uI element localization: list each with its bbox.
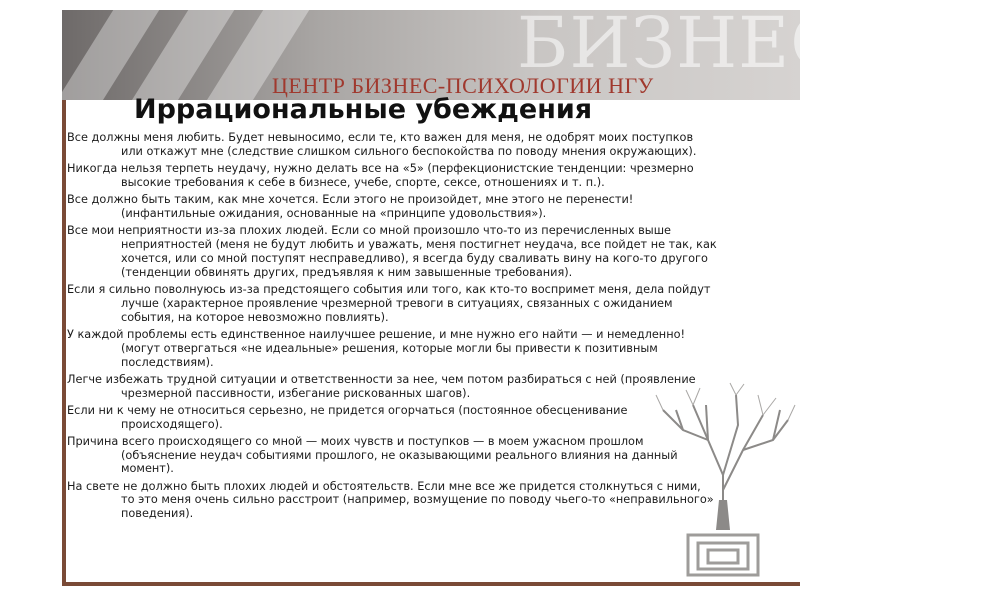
belief-item: Все мои неприятности из-за плохих людей. Если со мной произошло что-то из перечисленных выше неприятностей (меня не будут любить и уважать, меня постигнет неудача, все пойдет не так, как хочется, или со мной поступят несправедливо), я всегда буду сваливать вину на кого-то другого (тенденции обвинять других, предъявляя к ним завышенные требования). xyxy=(67,224,717,279)
belief-item: Легче избежать трудной ситуации и ответственности за нее, чем потом разбираться с ней (проявление чрезмерной пассивности, избегание рискованных шагов). xyxy=(67,372,696,400)
bottom-divider xyxy=(62,582,800,586)
header-banner xyxy=(62,2,986,100)
left-divider xyxy=(62,100,66,586)
belief-item: Никогда нельзя терпеть неудачу, нужно делать все на «5» (перфекционистские тенденции: чрезмерно высокие требования к себе в бизнесе, учебе, спорте, сексе, отношениях и т. п.). xyxy=(67,162,694,189)
belief-item: Все должны меня любить. Будет невыносимо, если те, кто важен для меня, не одобрят моих поступков или откажут мне (следствие слишком сильного беспокойства по поводу мнения окружающих). xyxy=(67,131,697,158)
header-subtitle: ЦЕНТР БИЗНЕС-ПСИХОЛОГИИ НГУ xyxy=(272,73,654,98)
belief-item: Если я сильно поволнуюсь из-за предстоящего события или того, как кто-то воспримет меня, дела пойдут лучше (характерное проявление чрезмерной тревоги в ситуациях, связанных с ожиданием события, на которое невозможно повлиять). xyxy=(67,282,711,324)
belief-item: Все должно быть таким, как мне хочется. Если этого не произойдет, мне этого не перенести! (инфантильные ожидания, основанные на «принципе удовольствия»). xyxy=(67,193,634,220)
belief-item: У каждой проблемы есть единственное наилучшее решение, и мне нужно его найти — и немедленно! (могут отвергаться «не идеальные» решения, которые могли бы привести к позитивным последствиям). xyxy=(67,327,686,369)
beliefs-list xyxy=(67,131,717,524)
page-title: Иррациональные убеждения xyxy=(134,94,593,125)
belief-item: Причина всего происходящего со мной — моих чувств и поступков — в моем ужасном прошлом (объяснение неудач событиями прошлого, не оказывающими реального влияния на данный момент). xyxy=(67,434,678,476)
belief-item: Если ни к чему не относиться серьезно, не придется огорчаться (постоянное обесценивание происходящего). xyxy=(67,403,628,431)
belief-item: На свете не должно быть плохих людей и обстоятельств. Если мне все же придется столкнуться с ними, то это меня очень сильно расстроит (например, возмущение по поводу чьего-то «неправильного» поведения). xyxy=(67,479,714,521)
banner-big-title: БИЗНЕС-ПС xyxy=(517,2,986,84)
